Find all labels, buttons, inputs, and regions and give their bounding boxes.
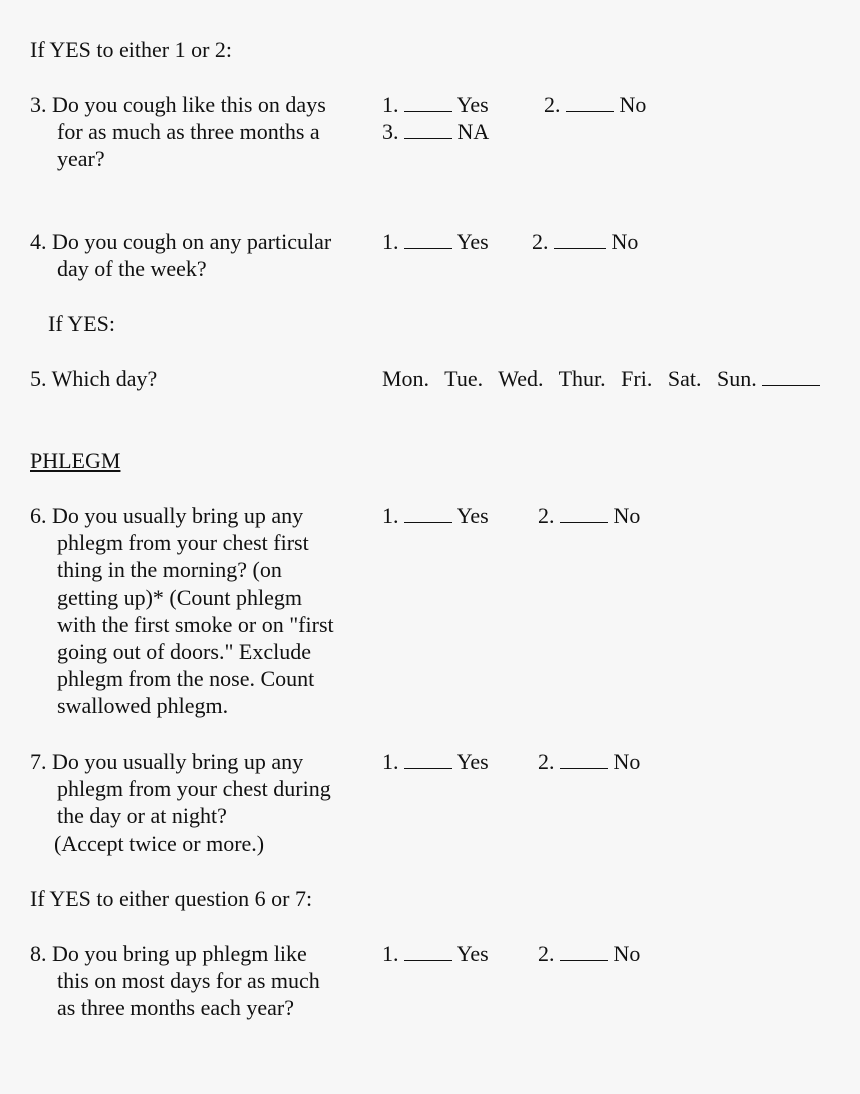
day-option[interactable]: Fri. — [621, 366, 653, 391]
question-6-line: with the first smoke or on "first — [57, 611, 334, 637]
question-8 — [30, 940, 370, 1022]
question-6-line: going out of doors." Exclude — [57, 639, 311, 665]
question-8-option-yes: 1. Yes — [382, 941, 489, 966]
question-7 — [30, 748, 370, 857]
question-6-line: swallowed phlegm. — [57, 693, 229, 719]
question-3-line: 3. Do you cough like this on days — [30, 92, 326, 117]
day-option[interactable]: Thur. — [558, 366, 606, 391]
question-4 — [30, 228, 370, 282]
question-8-line: as three months each year? — [57, 995, 294, 1021]
question-6-option-yes: 1. Yes — [382, 503, 489, 528]
question-7-line: 7. Do you usually bring up any — [30, 749, 304, 774]
question-4-line: day of the week? — [57, 256, 207, 282]
question-3-line: for as much as three months a — [57, 119, 320, 145]
answer-blank[interactable] — [404, 230, 452, 249]
question-6-line: thing in the morning? (on — [57, 557, 282, 583]
question-8-option-no: 2. No — [538, 941, 641, 966]
day-option[interactable]: Tue. — [444, 366, 484, 391]
question-3-option-no: 2. No — [544, 92, 647, 117]
question-7-option-no: 2. No — [538, 749, 641, 774]
day-option[interactable]: Sat. — [667, 366, 702, 391]
question-8-line: 8. Do you bring up phlegm like — [30, 941, 307, 966]
question-8-line: this on most days for as much — [57, 968, 320, 994]
answer-blank[interactable] — [404, 504, 452, 523]
question-7-line: phlegm from your chest during — [57, 776, 331, 802]
if-yes-6-7-instruction: If YES to either question 6 or 7: — [30, 886, 313, 911]
question-7-line: the day or at night? — [57, 803, 227, 829]
question-6-option-no: 2. No — [538, 503, 641, 528]
question-5-day-options — [382, 365, 820, 392]
answer-blank[interactable] — [566, 93, 614, 112]
answer-blank[interactable] — [560, 504, 608, 523]
section-heading-phlegm: PHLEGM — [30, 448, 121, 473]
question-6-line: phlegm from the nose. Count — [57, 666, 315, 692]
question-5: 5. Which day? — [30, 366, 158, 391]
question-4-option-no: 2. No — [532, 229, 639, 254]
intro-instruction: If YES to either 1 or 2: — [30, 37, 233, 62]
question-4-option-yes: 1. Yes — [382, 229, 489, 254]
answer-blank[interactable] — [554, 230, 606, 249]
answer-blank[interactable] — [404, 942, 452, 961]
question-4-line: 4. Do you cough on any particular — [30, 229, 332, 254]
question-3-line: year? — [57, 146, 105, 172]
day-option[interactable]: Sun. — [716, 366, 757, 391]
question-6-line: getting up)* (Count phlegm — [57, 584, 303, 610]
answer-blank[interactable] — [560, 942, 608, 961]
day-option[interactable]: Mon. — [382, 366, 430, 391]
question-3 — [30, 91, 370, 173]
question-6-line: phlegm from your chest first — [57, 530, 309, 556]
answer-blank[interactable] — [404, 120, 452, 139]
answer-blank[interactable] — [560, 750, 608, 769]
question-3-option-na: 3. NA — [382, 119, 490, 144]
answer-blank[interactable] — [404, 750, 452, 769]
if-yes-instruction: If YES: — [48, 311, 116, 336]
question-7-option-yes: 1. Yes — [382, 749, 489, 774]
question-6-line: 6. Do you usually bring up any — [30, 503, 304, 528]
question-7-line: (Accept twice or more.) — [54, 830, 265, 856]
question-3-option-yes: 1. Yes — [382, 92, 489, 117]
day-option[interactable]: Wed. — [498, 366, 544, 391]
answer-blank[interactable] — [404, 93, 452, 112]
question-6 — [30, 502, 370, 720]
answer-blank[interactable] — [762, 367, 820, 386]
